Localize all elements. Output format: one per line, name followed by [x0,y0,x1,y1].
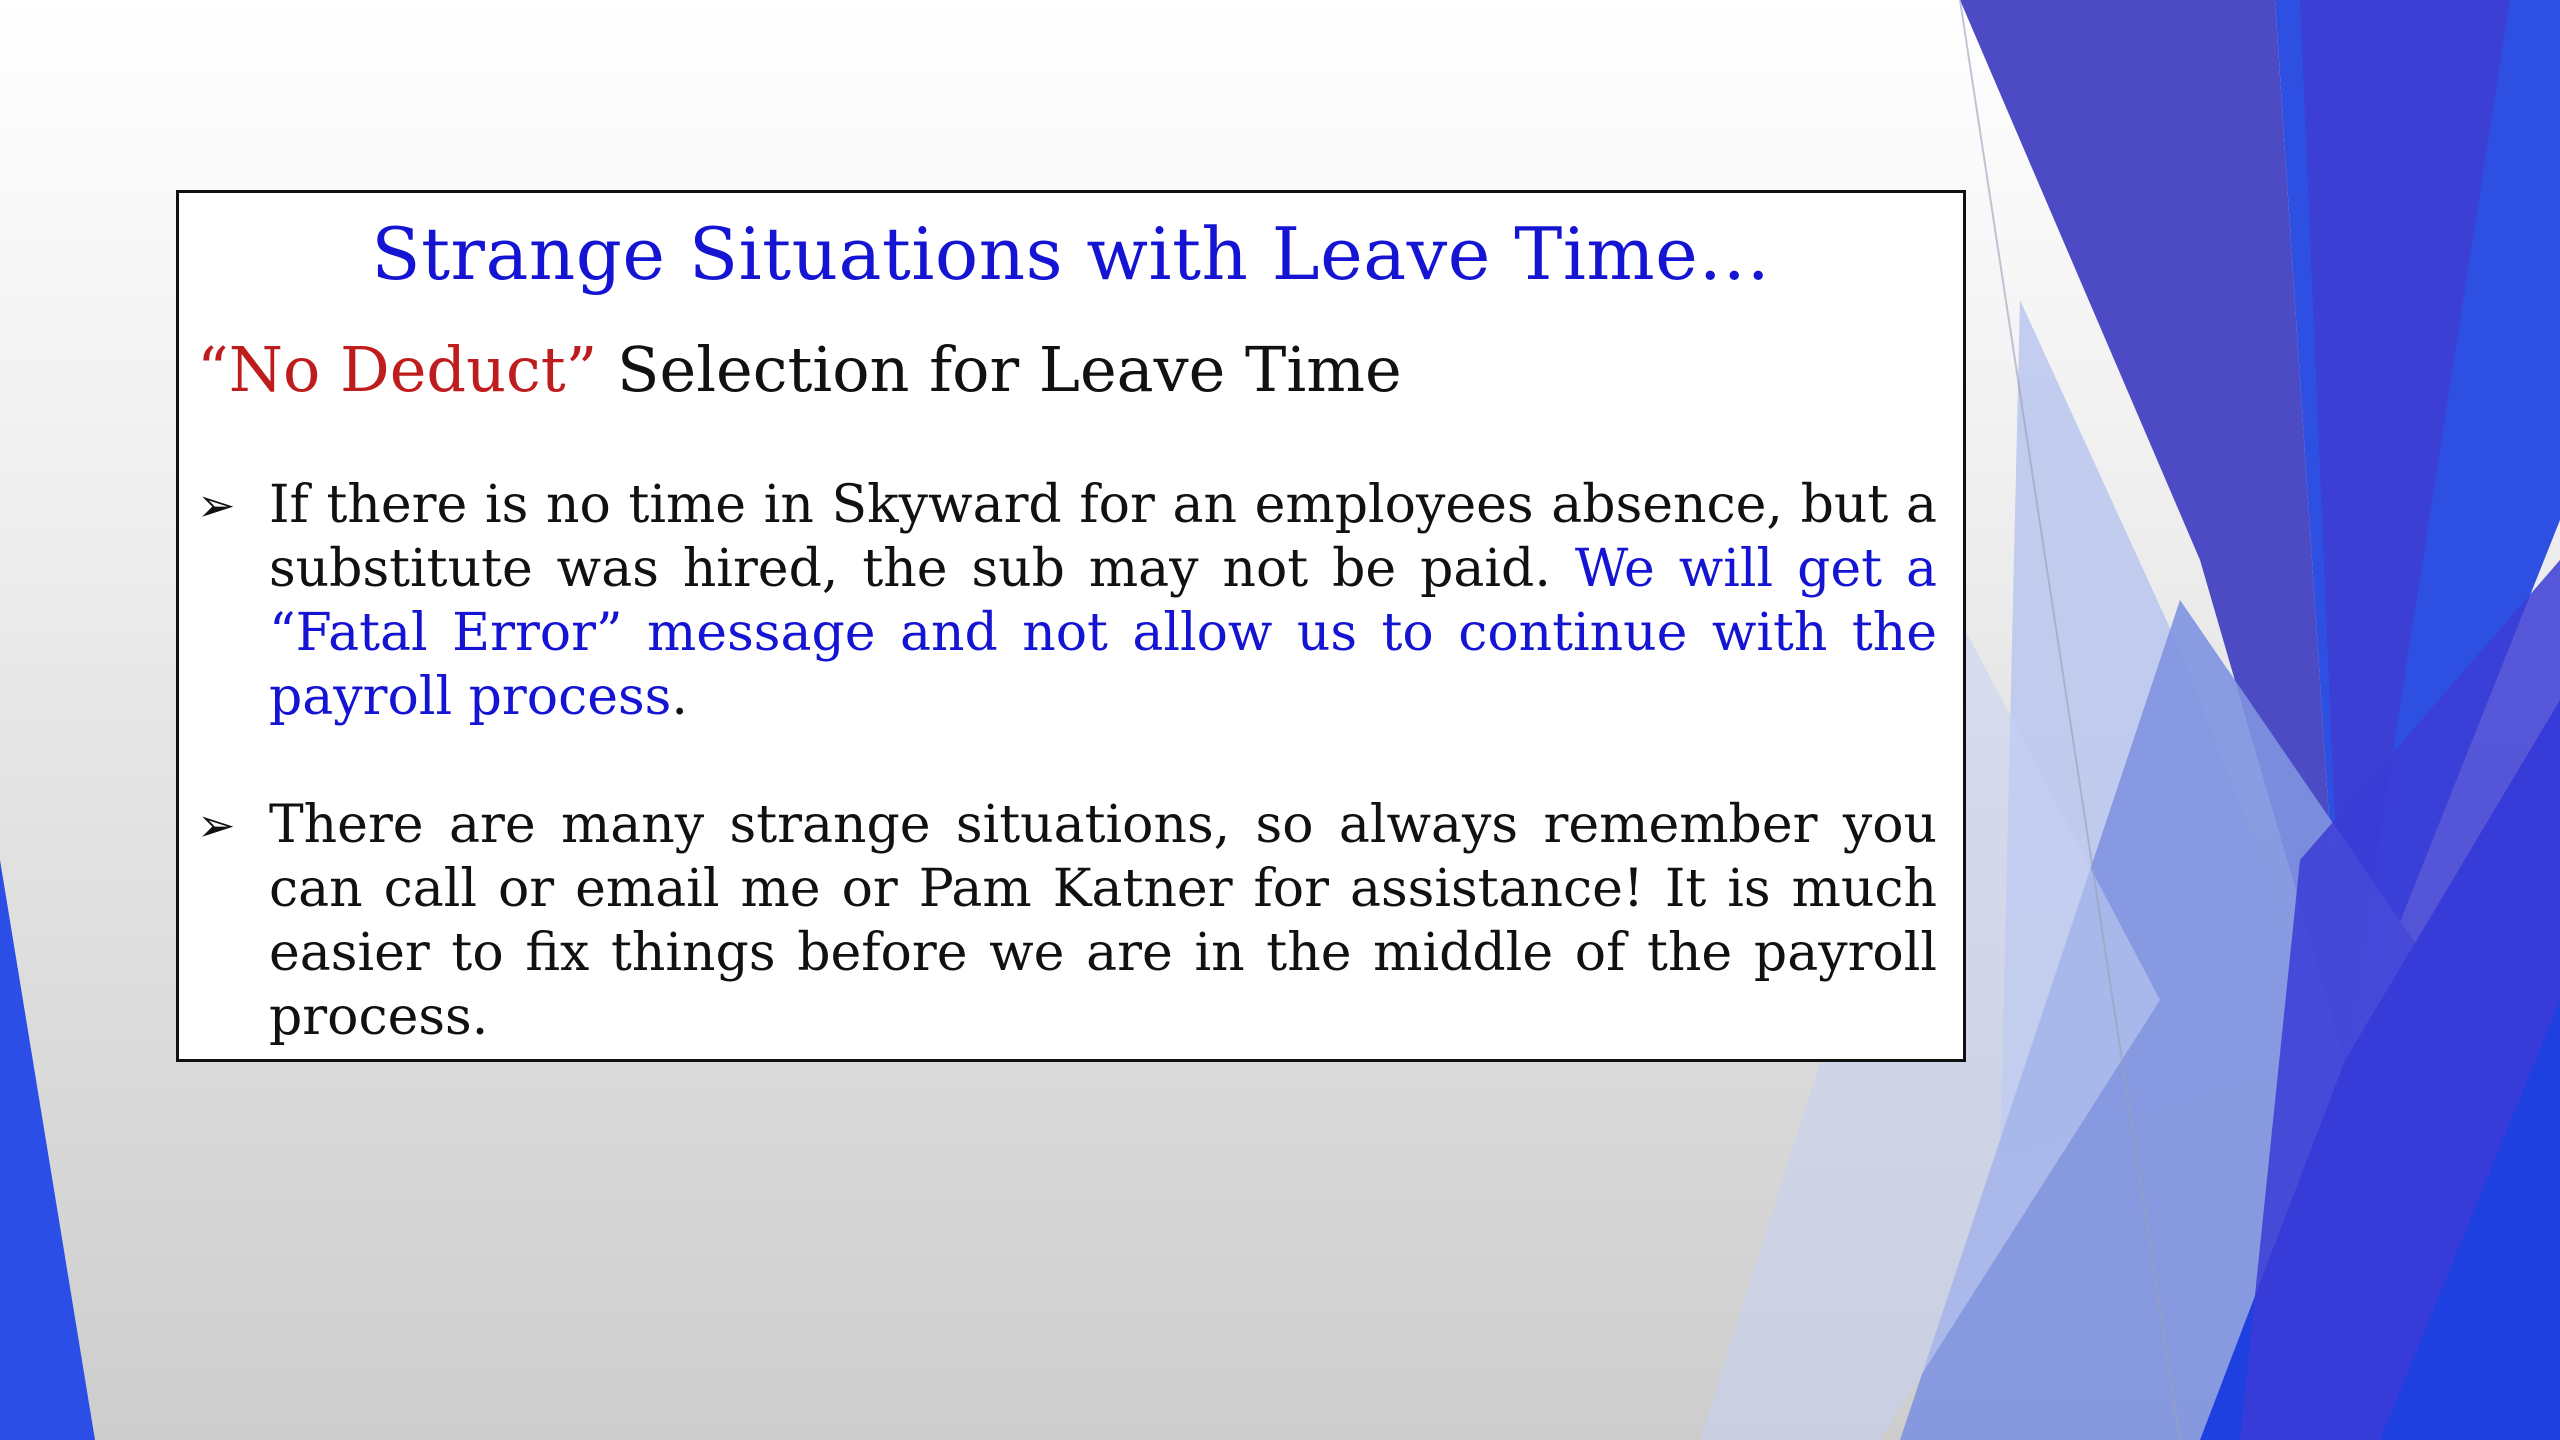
arrow-bullet-icon: ➢ [197,798,236,852]
bullet-item [197,793,1937,1049]
bullet-text-black: There are many strange situations, so always remember you can call or email me or Pam Katner for assistance! It is much easier to fix things before we are in the middle of the payroll process. [269,795,1937,1047]
slide-content-box [176,190,1966,1062]
bullet-text-blue: We will get a “Fatal Error” message and not allow us to continue with the payroll process [269,539,1937,727]
bullet-list [197,473,1937,1113]
subtitle-red-part: “No Deduct” [197,333,598,406]
bullet-text-end: . [671,667,688,727]
arrow-bullet-icon: ➢ [197,478,236,532]
left-blue-shape [0,860,95,1440]
subtitle-rest: Selection for Leave Time [597,333,1402,406]
slide-title: Strange Situations with Leave Time… [371,212,1771,296]
bullet-item [197,473,1937,729]
slide-subtitle [197,333,1402,407]
bullet-text-black: If there is no time in Skyward for an employees absence, but a substitute was hired, the sub may not be paid. [269,475,1937,599]
